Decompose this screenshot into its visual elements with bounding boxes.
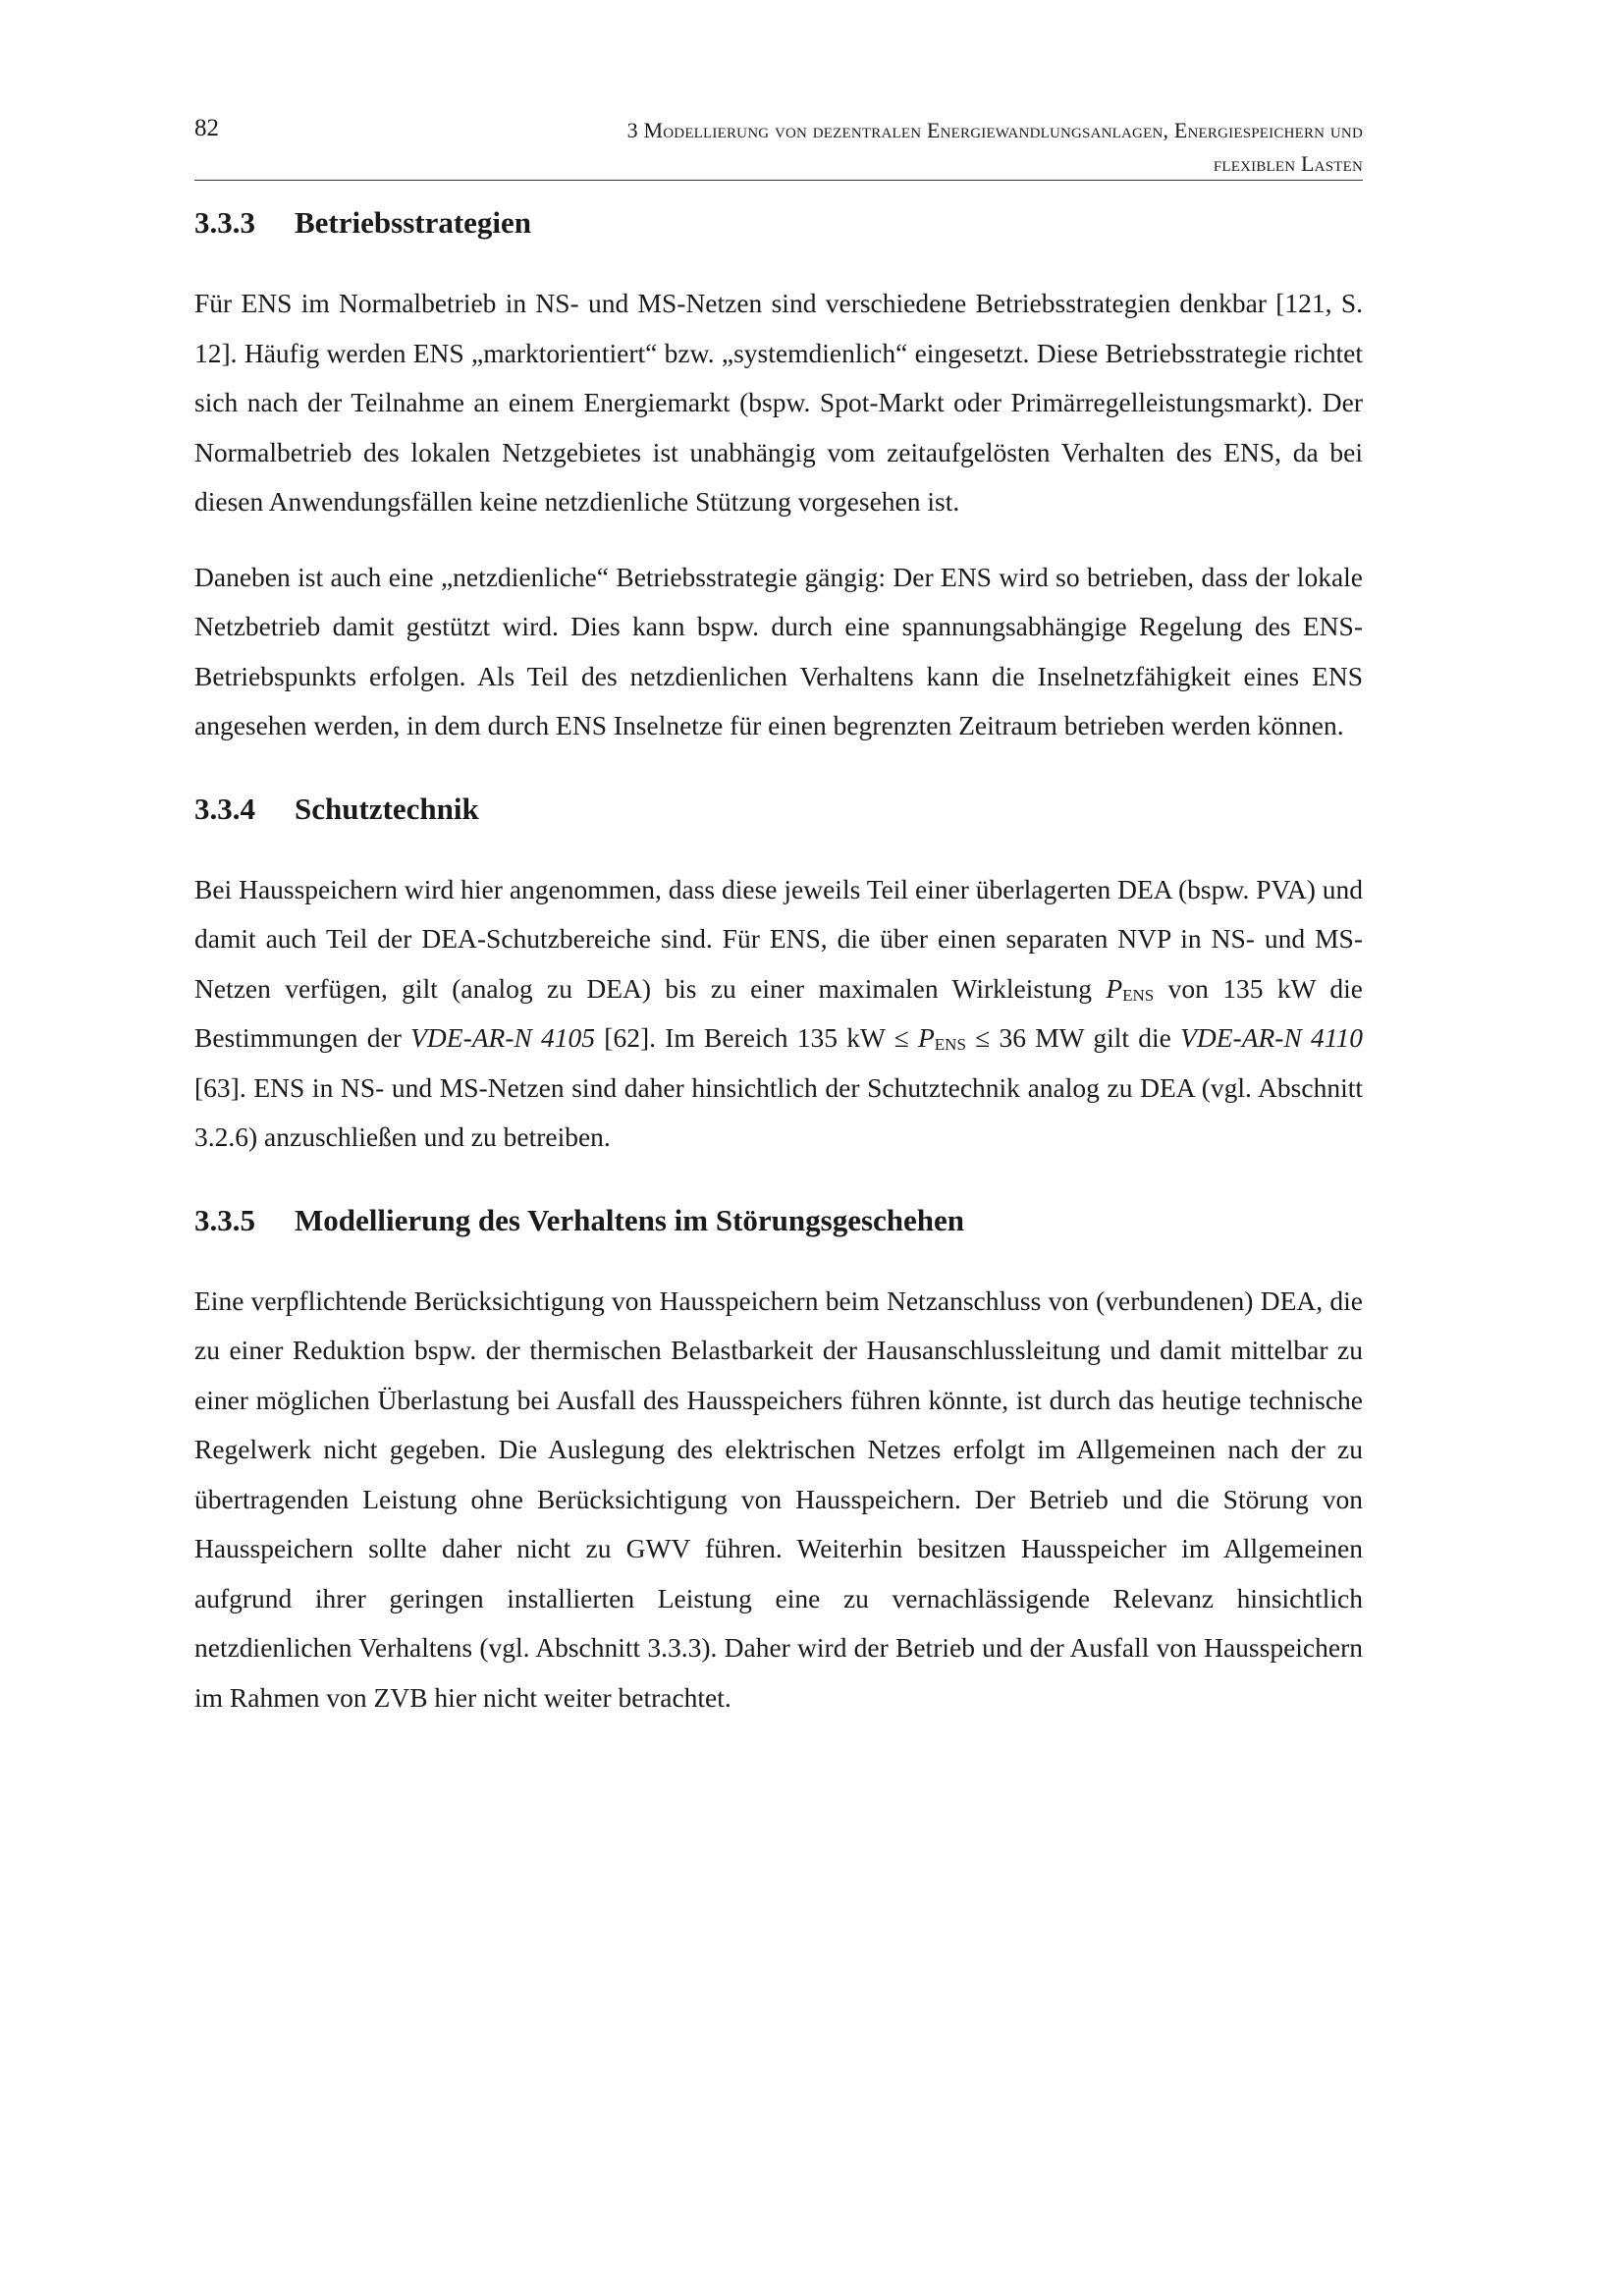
- running-header-line-2: flexiblen Lasten: [1213, 151, 1363, 176]
- symbol-p: P: [917, 1022, 935, 1053]
- norm-reference: VDE-AR-N 4110: [1180, 1022, 1363, 1053]
- text-run: Bei Hausspeichern wird hier angenommen, dass diese jeweils Teil einer überlagerten DEA (bspw. PVA) und damit auch Teil der DEA-Schutzbereiche sind. Für ENS, die über einen separaten NVP in NS- und MS-Netzen verfügen, gilt (analog zu DEA) bis zu einer maximalen Wirkleistung: [194, 873, 1363, 1004]
- symbol-p: P: [1106, 972, 1123, 1004]
- section-heading-3-3-3: [194, 196, 1363, 249]
- section-number: 3.3.5: [194, 1202, 255, 1237]
- text-run: [63]. ENS in NS- und MS-Netzen sind daher hinsichtlich der Schutztechnik analog zu DEA (vgl. Abschnitt 3.2.6) anzuschließen und zu betreiben.: [194, 1071, 1363, 1152]
- section-heading-3-3-5: [194, 1194, 1363, 1247]
- running-header: [314, 114, 1363, 181]
- symbol-subscript: ENS: [934, 1035, 966, 1054]
- section-title: Modellierung des Verhaltens im Störungsgeschehen: [295, 1202, 965, 1237]
- section-title: Betriebsstrategien: [295, 205, 532, 240]
- paragraph-schutztechnik: [194, 865, 1363, 1163]
- text-run: [62]. Im Bereich 135 kW ≤: [595, 1022, 918, 1053]
- symbol-subscript: ENS: [1122, 985, 1155, 1005]
- section-number: 3.3.4: [194, 791, 255, 826]
- header-rule: [194, 180, 1363, 181]
- running-header-line-1: 3 Modellierung von dezentralen Energiewandlungsanlagen, Energiespeichern und: [626, 118, 1363, 142]
- norm-reference: VDE-AR-N 4105: [410, 1022, 596, 1053]
- page-number: 82: [194, 115, 219, 141]
- text-run: von 135 kW die Bestimmungen der: [194, 972, 1363, 1053]
- section-heading-3-3-4: [194, 783, 1363, 836]
- paragraph: Eine verpflichtende Berücksichtigung von Hausspeichern beim Netzanschluss von (verbundenen) DEA, die zu einer Reduktion bspw. der thermischen Belastbarkeit der Hausanschlussleitung und damit mittelbar zu einer möglichen Überlastung bei Ausfall des Hausspeichers führen könnte, ist durch das heutige technische Regelwerk nicht gegeben. Die Auslegung des elektrischen Netzes erfolgt im Allgemeinen nach der zu übertragenden Leistung ohne Berücksichtigung von Hausspeichern. Der Betrieb und die Störung von Hausspeichern sollte daher nicht zu GWV führen. Weiterhin besitzen Hausspeicher im Allgemeinen aufgrund ihrer geringen installierten Leistung eine zu vernachlässigende Relevanz hinsichtlich netzdienlichen Verhaltens (vgl. Abschnitt 3.3.3). Daher wird der Betrieb und der Ausfall von Hausspeichern im Rahmen von ZVB hier nicht weiter betrachtet.: [194, 1285, 1363, 1713]
- section-title: Schutztechnik: [295, 791, 479, 826]
- paragraph: Für ENS im Normalbetrieb in NS- und MS-Netzen sind verschiedene Betriebsstrategien denkbar [121, S. 12]. Häufig werden ENS „marktorientiert“ bzw. „systemdienlich“ eingesetzt. Diese Betriebsstrategie richtet sich nach der Teilnahme an einem Energiemarkt (bspw. Spot-Markt oder Primärregelleistungsmarkt). Der Normalbetrieb des lokalen Netzgebietes ist unabhängig vom zeitaufgelösten Verhalten des ENS, da bei diesen Anwendungsfällen keine netzdienliche Stützung vorgesehen ist.: [194, 288, 1363, 517]
- page-content: [194, 196, 1363, 1722]
- section-number: 3.3.3: [194, 205, 255, 240]
- text-run: ≤ 36 MW gilt die: [965, 1022, 1181, 1053]
- paragraph: Daneben ist auch eine „netzdienliche“ Betriebsstrategie gängig: Der ENS wird so betrieben, dass der lokale Netzbetrieb damit gestützt wird. Dies kann bspw. durch eine spannungsabhängige Regelung des ENS-Betriebspunkts erfolgen. Als Teil des netzdienlichen Verhaltens kann die Inselnetzfähigkeit eines ENS angesehen werden, in dem durch ENS Inselnetze für einen begrenzten Zeitraum betrieben werden können.: [194, 561, 1363, 740]
